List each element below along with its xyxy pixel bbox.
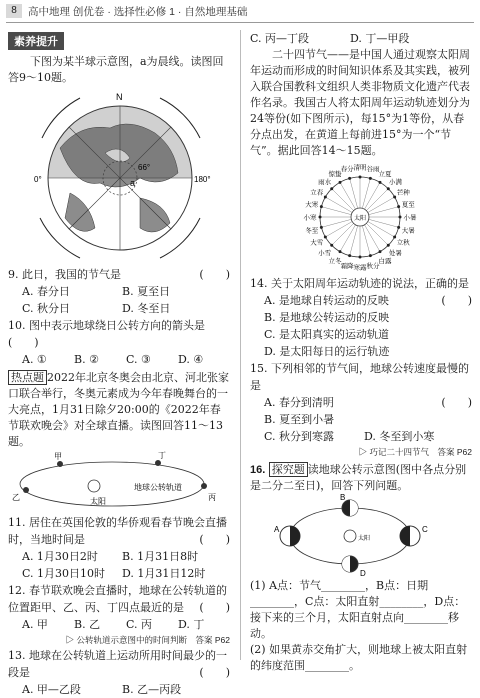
header-title: 高中地理 创优卷 · 选择性必修 1 · 自然地理基础: [28, 6, 248, 18]
question-12: [8, 582, 230, 616]
hemisphere-figure: [8, 86, 230, 266]
wheel-spoke: [365, 225, 381, 252]
q11-options: [8, 548, 230, 582]
page-header: [0, 0, 480, 22]
q9-stem: 9. 此日，我国的节气是: [8, 268, 121, 281]
q13-options-cont: [250, 30, 472, 47]
wheel-spoke: [340, 225, 356, 252]
wheel-spoke: [350, 226, 358, 256]
solar-term-label: 冬至: [305, 226, 319, 235]
solar-term-label: 小寒: [303, 213, 317, 222]
label-a: a: [130, 178, 136, 188]
wheel-spoke: [369, 219, 399, 227]
q14-option-d[interactable]: D. 是太阳每日的运行轨迹: [264, 345, 390, 358]
wheel-term-dot: [359, 176, 362, 179]
q9-option-b[interactable]: B. 夏至日: [122, 285, 171, 298]
page-number: 8: [6, 4, 22, 18]
label-ding: 丁: [158, 451, 166, 460]
q12-option-a[interactable]: A. 甲: [22, 618, 48, 631]
wheel-term-dot: [393, 236, 396, 239]
solar-term-label: 夏至: [401, 200, 415, 209]
solar-term-label: 大寒: [305, 200, 319, 209]
wheel-term-dot: [319, 216, 322, 219]
solar-term-label: 雨水: [318, 178, 332, 187]
wheel-term-dot: [330, 187, 333, 190]
revolution-sun-label: 太阳: [358, 535, 371, 542]
label-sun: 太阳: [90, 497, 106, 506]
header-rule: [6, 22, 474, 23]
q15-paren: ( ): [441, 396, 472, 409]
solar-term-label: 霜降: [340, 261, 354, 270]
q16-sub1: (1) A点：节气________，B点：日期________，C点：太阳直射________，D点：接下来的三个月，太阳直射点向________移动。: [250, 579, 466, 640]
wheel-term-dot: [339, 181, 342, 184]
q13-option-b[interactable]: B. 乙—丙段: [122, 683, 182, 696]
wheel-term-dot: [369, 177, 372, 180]
q13-stem: 13. 地球在公转轨道上运动所用时间最少的一段是: [8, 649, 227, 679]
label-A: A: [274, 525, 280, 534]
q16-sub2: (2) 如果黄赤交角扩大，则地球上被太阳直射的纬度范围________。: [250, 643, 468, 672]
q9-options: [8, 283, 230, 317]
wheel-spoke: [332, 189, 354, 211]
solar-term-label: 处暑: [388, 248, 402, 257]
wheel-spoke: [365, 182, 381, 209]
solar-term-label: 芒种: [396, 188, 410, 197]
label-lat: 66°: [138, 163, 151, 172]
wheel-term-dot: [330, 244, 333, 247]
q12-options: [8, 616, 230, 633]
label-B: B: [340, 494, 346, 502]
wheel-term-dot: [397, 205, 400, 208]
wheel-term-dot: [359, 256, 362, 259]
label-C: C: [422, 525, 428, 534]
q16-text: 读地球公转示意图(图中各点分别是二分二至日)，回答下列问题。: [250, 463, 467, 492]
wheel-term-dot: [387, 244, 390, 247]
q10-option-b[interactable]: B. ②: [74, 353, 99, 366]
solar-term-label: 春分: [340, 165, 354, 174]
q12-option-d[interactable]: D. 丁: [178, 618, 205, 631]
wheel-term-dot: [399, 216, 402, 219]
q15-options: [250, 394, 472, 445]
q14-options: [250, 292, 472, 360]
q13-options: [8, 681, 230, 698]
solar-term-label: 大雪: [310, 238, 324, 247]
wheel-term-dot: [348, 177, 351, 180]
q11-stem: 11. 居住在英国伦敦的华侨观看春节晚会直播时，当地时间是: [8, 516, 227, 546]
q14-option-a[interactable]: A. 是地球自转运动的反映: [264, 294, 389, 307]
question-9: [8, 266, 230, 283]
solar-term-label: 立春: [310, 188, 324, 197]
q11-option-b[interactable]: B. 1月31日8时: [122, 550, 199, 563]
wheel-term-dot: [369, 254, 372, 257]
q11-option-d[interactable]: D. 1月31日12时: [122, 567, 206, 580]
answer-ref-1: ▷ 公转轨道示意图中的时间判断 答案 P62: [65, 635, 230, 645]
q10-option-c[interactable]: C. ③: [126, 353, 151, 366]
q13-option-d[interactable]: D. 丁—甲段: [350, 32, 410, 45]
wheel-term-dot: [379, 250, 382, 253]
solar-term-label: 立秋: [396, 238, 410, 247]
q9-paren: ( ): [199, 268, 230, 281]
wheel-spoke: [325, 197, 352, 213]
q15-option-a[interactable]: A. 春分到清明: [264, 396, 334, 409]
q12-option-b[interactable]: B. 乙: [74, 618, 101, 631]
q9-option-c[interactable]: C. 秋分日: [22, 302, 71, 315]
label-jia: 甲: [54, 452, 62, 461]
q13-paren: ( ): [199, 666, 230, 679]
wheel-spoke: [369, 207, 399, 215]
intro-9-10: 下图为某半球示意图，a为晨线。读图回答9～10题。: [8, 55, 224, 84]
wheel-spoke: [362, 178, 370, 208]
q16-intro: 16. 探究题 读地球公转示意图(图中各点分别是二分二至日)，回答下列问题。: [250, 463, 467, 492]
q11-option-a[interactable]: A. 1月30日2时: [22, 550, 98, 563]
wheel-term-dot: [324, 196, 327, 199]
q15-option-d[interactable]: D. 冬至到小寒: [364, 430, 435, 443]
solar-term-label: 寒露: [353, 263, 367, 272]
q15-stem: 15. 下列相邻的节气间，地球公转速度最慢的是: [250, 362, 469, 392]
solar-term-label: 立冬: [328, 256, 342, 265]
q11-paren: ( ): [199, 533, 230, 546]
solar-terms-wheel: [250, 159, 472, 275]
label-D: D: [360, 569, 366, 578]
north-label: N: [116, 92, 123, 102]
wheel-spoke: [366, 189, 388, 211]
solar-term-label: 小雪: [318, 248, 332, 257]
wheel-term-dot: [387, 187, 390, 190]
q14-stem: 14. 关于太阳周年运动轨迹的说法，正确的是: [250, 277, 469, 290]
q9-option-a[interactable]: A. 春分日: [22, 285, 70, 298]
hot-text: 2022年北京冬奥会由北京、河北张家口联合举行，冬奥元素成为今年春晚舞台的一大亮点，1月31日除夕20:00的《2022年春节联欢晚会》对全球直播。读图回答11～13题。: [8, 371, 229, 448]
solar-term-label: 大暑: [401, 226, 415, 235]
q10-options: [8, 351, 230, 368]
question-11: [8, 514, 230, 548]
wheel-term-dot: [348, 254, 351, 257]
wheel-spoke: [325, 222, 352, 238]
q12-paren: ( ): [199, 601, 230, 614]
wheel-spoke: [321, 207, 351, 215]
wheel-spoke: [350, 178, 358, 208]
wheel-spoke: [368, 222, 395, 238]
label-lon180: 180°: [194, 175, 211, 184]
wheel-term-dot: [393, 196, 396, 199]
q14-option-c[interactable]: C. 是太阳真实的运动轨道: [264, 328, 390, 341]
wheel-spoke: [340, 182, 356, 209]
q11-option-c[interactable]: C. 1月30日10时: [22, 567, 106, 580]
wheel-term-dot: [324, 236, 327, 239]
q10-option-a[interactable]: A. ①: [22, 353, 47, 366]
right-column: [250, 30, 472, 674]
q10-option-d[interactable]: D. ④: [178, 353, 204, 366]
column-divider: [240, 30, 241, 660]
wheel-spoke: [362, 226, 370, 256]
hot-intro: [8, 370, 230, 450]
q14-paren: ( ): [441, 294, 472, 307]
revolution-figure: [250, 494, 472, 578]
hot-tag: 热点题: [8, 370, 47, 385]
wheel-term-dot: [379, 181, 382, 184]
label-track: 地球公转轨道: [134, 483, 182, 492]
wheel-spoke: [321, 219, 351, 227]
q9-option-d[interactable]: D. 冬至日: [122, 302, 171, 315]
solar-term-label: 立夏: [378, 170, 392, 179]
question-10: 10. 图中表示地球绕日公转方向的箭头是( ): [8, 319, 205, 349]
answer-ref-2: ▷ 巧记二十四节气 答案 P62: [358, 447, 472, 457]
solar-term-label: 小满: [388, 178, 402, 187]
solar-term-label: 谷雨: [366, 165, 380, 174]
wheel-spoke: [332, 223, 354, 245]
label-lon0: 0°: [34, 175, 42, 184]
label-yi: 乙: [12, 493, 20, 502]
q12-option-c[interactable]: C. 丙: [126, 618, 153, 631]
solar-term-label: 清明: [353, 163, 367, 172]
solar-term-label: 小暑: [403, 213, 417, 222]
q13-option-a[interactable]: A. 甲—乙段: [22, 683, 81, 696]
intro-14-15: 二十四节气——是中国人通过观察太阳周年运动而形成的时间知识体系及其实践，被列入联合国教科文组织人类非物质文化遗产代表作名录。我国古人将太阳周年运动轨迹划分为24等份(如下图所示)，每15°为1等份，从春分点出发，在黄道上每前进15°为一个“节气”。据此回答14～15题。: [250, 48, 470, 157]
solar-term-label: 白露: [378, 256, 392, 265]
label-bing: 丙: [208, 493, 216, 502]
wheel-term-dot: [339, 250, 342, 253]
q13-option-c[interactable]: C. 丙—丁段: [250, 32, 310, 45]
wheel-term-dot: [397, 226, 400, 229]
solar-term-label: 秋分: [366, 261, 380, 270]
wheel-center-label: 太阳: [354, 215, 367, 222]
wheel-term-dot: [320, 226, 323, 229]
q12-stem: 12. 春节联欢晚会直播时，地球在公转轨道的位置距甲、乙、丙、丁四点最近的是: [8, 584, 227, 614]
left-column: [8, 30, 230, 698]
q15-option-c[interactable]: C. 秋分到寒露: [264, 430, 335, 443]
q14-option-b[interactable]: B. 是地球公转运动的反映: [264, 311, 390, 324]
question-13: [8, 647, 230, 681]
q15-option-b[interactable]: B. 夏至到小暑: [264, 413, 335, 426]
inquiry-tag: 探究题: [269, 462, 308, 477]
wheel-spoke: [366, 223, 388, 245]
wheel-term-dot: [320, 205, 323, 208]
wheel-spoke: [368, 197, 395, 213]
section-label: 素养提升: [8, 32, 64, 50]
solar-term-label: 惊蛰: [328, 170, 342, 179]
orbit-figure: [8, 450, 230, 514]
